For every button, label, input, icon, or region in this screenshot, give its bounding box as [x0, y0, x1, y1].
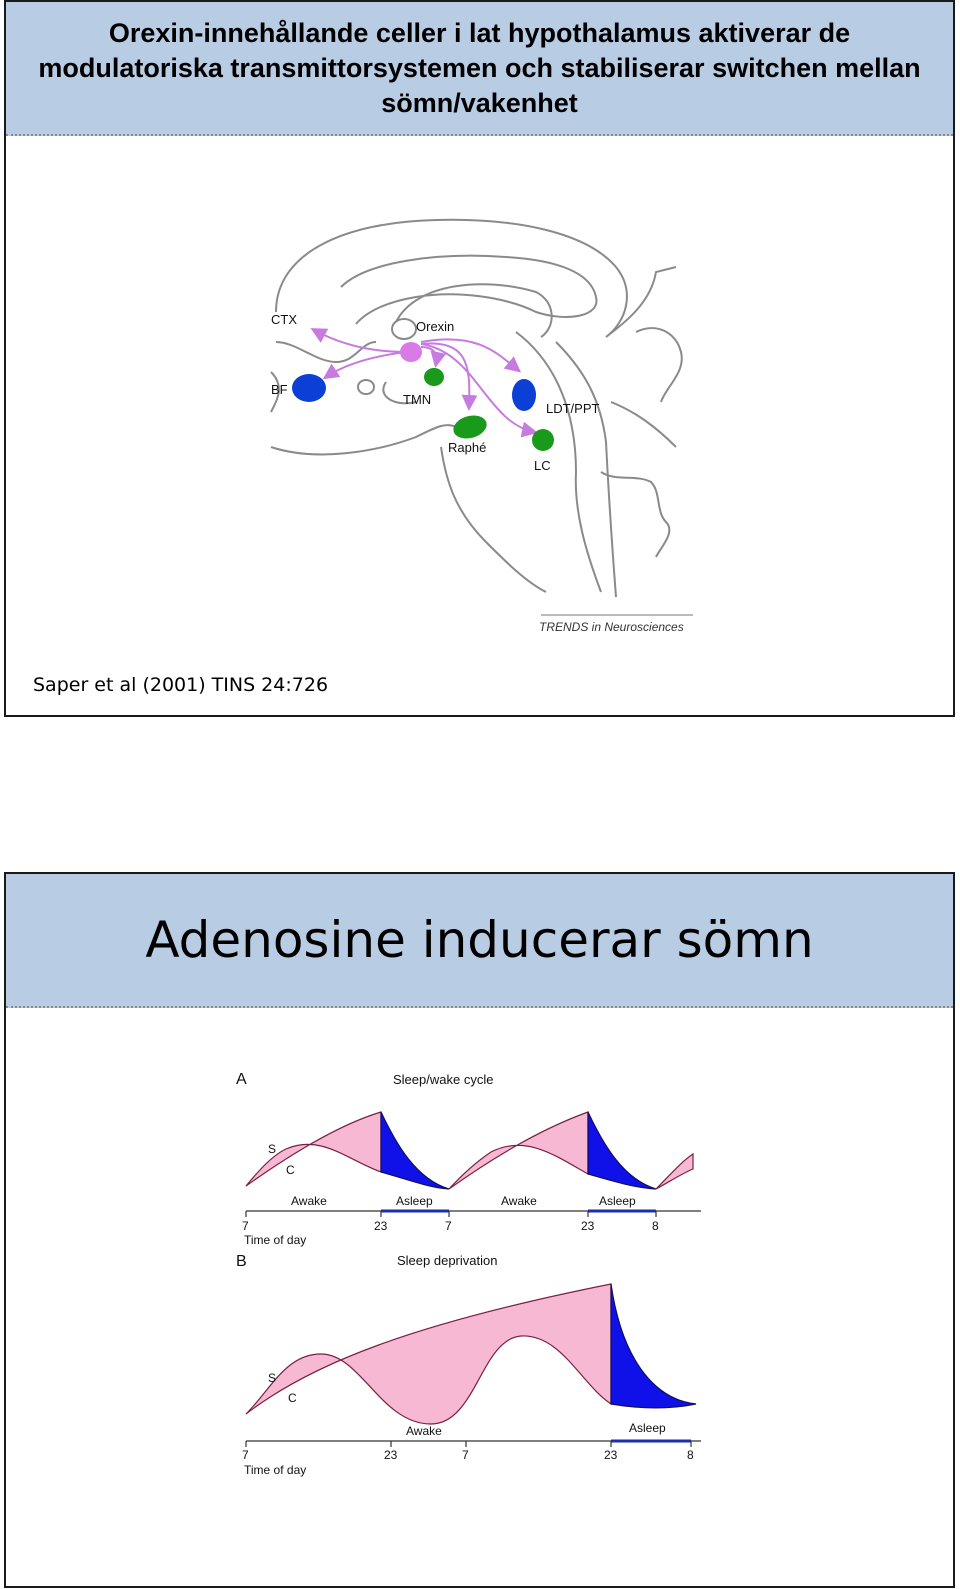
panel-a-asleep-region-2 — [588, 1112, 656, 1189]
slide-title: Adenosine inducerar sömn — [145, 911, 814, 969]
panel-a-state: Awake — [501, 1194, 537, 1208]
panel-a-state: Asleep — [396, 1194, 433, 1208]
raphe-nucleus — [451, 412, 490, 442]
citation: Saper et al (2001) TINS 24:726 — [33, 674, 329, 696]
label-bf: BF — [271, 382, 288, 397]
panel-a-tick: 7 — [242, 1219, 249, 1233]
adenosine-figure — [231, 1064, 711, 1484]
panel-b-letter: B — [236, 1253, 247, 1270]
panel-b-s-label: S — [268, 1371, 277, 1385]
panel-b-tick: 23 — [604, 1448, 618, 1462]
panel-b-asleep-region — [611, 1284, 696, 1408]
panel-b-state: Asleep — [629, 1421, 666, 1435]
panel-b-c-label: C — [288, 1391, 297, 1405]
slide-title: Orexin-innehållande celler i lat hypothalamus aktiverar de modulatoriska transmittorsystemen och stabiliserar switchen mellan sömn/vakenhet — [38, 17, 921, 118]
panel-b-tick: 7 — [242, 1448, 249, 1462]
panel-b-awake-region — [246, 1284, 611, 1424]
label-raphe: Raphé — [448, 440, 487, 455]
label-tmn: TMN — [403, 392, 432, 407]
label-orexin: Orexin — [416, 319, 455, 334]
panel-a-awake-region-1 — [246, 1112, 381, 1186]
brain-outline — [271, 220, 682, 597]
orexin-projections — [314, 330, 534, 432]
panel-b-heading: Sleep deprivation — [397, 1253, 498, 1268]
panel-a-tick: 23 — [374, 1219, 388, 1233]
ldt-ppt-nucleus — [512, 379, 536, 411]
panel-a-awake-region-2 — [449, 1112, 588, 1189]
panel-a-tick: 23 — [581, 1219, 595, 1233]
panel-a-axis-label: Time of day — [244, 1233, 307, 1247]
label-ldt-ppt: LDT/PPT — [546, 401, 600, 416]
panel-b-tick: 23 — [384, 1448, 398, 1462]
panel-b-tick: 7 — [462, 1448, 469, 1462]
panel-a-awake-region-3 — [656, 1154, 693, 1189]
panel-a-state: Awake — [291, 1194, 327, 1208]
panel-b-tick: 8 — [687, 1448, 694, 1462]
panel-b-state: Awake — [406, 1424, 442, 1438]
label-lc: LC — [534, 458, 551, 473]
panel-b-axis-label: Time of day — [244, 1463, 307, 1477]
panel-a-tick: 8 — [652, 1219, 659, 1233]
slide-adenosine — [4, 872, 955, 1588]
panel-a-asleep-region-1 — [381, 1112, 449, 1189]
panel-a-s-label: S — [268, 1142, 277, 1156]
slide-title-bar — [6, 874, 953, 1008]
panel-a-c-label: C — [286, 1163, 295, 1177]
panel-a-letter: A — [236, 1071, 247, 1088]
panel-a-heading: Sleep/wake cycle — [393, 1072, 494, 1087]
orexin-nucleus — [400, 342, 422, 362]
tmn-nucleus — [424, 368, 444, 386]
orexin-brain-figure — [256, 212, 716, 642]
figure-credit: TRENDS in Neurosciences — [539, 620, 684, 634]
bf-nucleus — [292, 374, 326, 402]
panel-a-tick: 7 — [445, 1219, 452, 1233]
slide-title-bar — [6, 2, 953, 136]
label-ctx: CTX — [271, 312, 297, 327]
panel-a-state: Asleep — [599, 1194, 636, 1208]
lc-nucleus — [532, 429, 554, 451]
slide-orexin — [4, 0, 955, 717]
